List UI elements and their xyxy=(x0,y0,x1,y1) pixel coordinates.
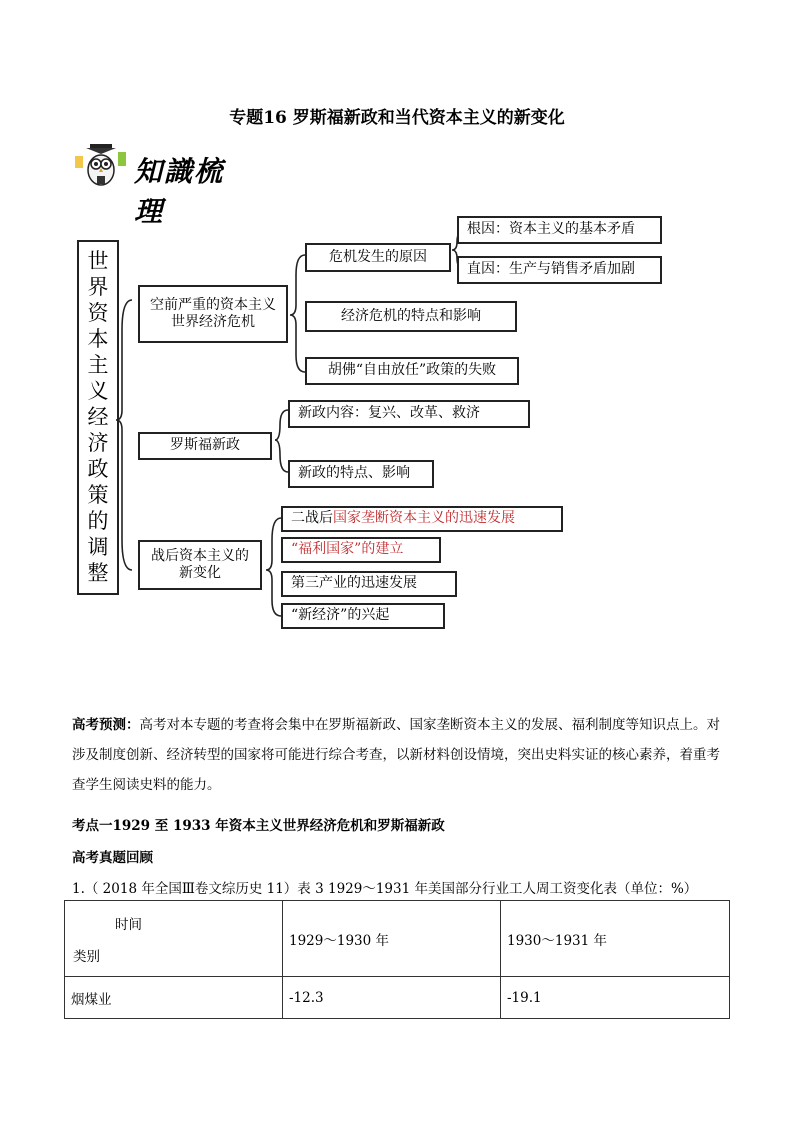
node-state-monopoly xyxy=(281,506,563,532)
root-char: 义 xyxy=(87,378,109,403)
root-char: 资 xyxy=(87,300,109,325)
root-char: 政 xyxy=(87,457,109,482)
root-char: 调 xyxy=(87,535,109,560)
root-char: 世 xyxy=(87,248,109,273)
question-stem: 1.（ 2018 年全国Ⅲ卷文综历史 11）表 3 1929～1931 年美国部分行业工人周工资变化表（单位：%） xyxy=(72,881,698,897)
root-char: 策 xyxy=(87,483,109,508)
row-value-1: -12.3 xyxy=(283,977,501,1019)
node-new-deal-content: 新政内容：复兴、改革、救济 xyxy=(288,400,530,428)
table-row xyxy=(65,977,730,1019)
branch-roosevelt-new-deal: 罗斯福新政 xyxy=(138,432,272,460)
section-heading: 考点一1929 至 1933 年资本主义世界经济危机和罗斯福新政 xyxy=(72,818,445,834)
node-crisis-cause: 危机发生的原因 xyxy=(305,243,451,272)
header-col1: 1929～1930 年 xyxy=(283,901,501,977)
root-char: 本 xyxy=(87,326,109,351)
wage-change-table xyxy=(64,900,730,1019)
page-title: 专题16 罗斯福新政和当代资本主义的新变化 xyxy=(229,108,565,128)
branch-postwar-changes: 战后资本主义的新变化 xyxy=(138,540,262,590)
node-state-monopoly-prefix: 二战后 xyxy=(291,510,333,527)
forecast-label: 高考预测： xyxy=(72,717,140,733)
root-char: 主 xyxy=(87,352,109,377)
table-corner-header xyxy=(65,901,283,977)
row-value-2: -19.1 xyxy=(501,977,730,1019)
node-hoover-policy: 胡佛“自由放任”政策的失败 xyxy=(305,357,519,385)
root-char: 济 xyxy=(87,430,109,455)
row-category: 烟煤业 xyxy=(65,977,283,1019)
header-time: 时间 xyxy=(115,917,142,933)
header-col2: 1930～1931 年 xyxy=(501,901,730,977)
forecast-text: 高考对本专题的考查将会集中在罗斯福新政、国家垄断资本主义的发展、福利制度等知识点上。对涉及制度创新、经济转型的国家将可能进行综合考查，以新材料创设情境，突出史料实证的核心素养，着重考查学生阅读史料的能力。 xyxy=(72,717,720,793)
forecast-paragraph xyxy=(72,710,732,800)
node-crisis-features: 经济危机的特点和影响 xyxy=(305,301,517,332)
subsection-heading: 高考真题回顾 xyxy=(72,850,153,866)
root-char: 的 xyxy=(87,509,109,534)
node-root-cause: 根因：资本主义的基本矛盾 xyxy=(457,216,662,244)
node-new-economy: “新经济”的兴起 xyxy=(281,603,445,629)
node-tertiary-industry: 第三产业的迅速发展 xyxy=(281,571,457,597)
banner-text: 知識梳理 xyxy=(134,155,225,228)
mindmap-root xyxy=(77,240,119,595)
node-state-monopoly-highlight: 国家垄断资本主义的迅速发展 xyxy=(333,510,515,527)
node-direct-cause: 直因：生产与销售矛盾加剧 xyxy=(457,256,662,284)
branch-economic-crisis: 空前严重的资本主义世界经济危机 xyxy=(138,285,288,343)
root-char: 整 xyxy=(87,561,109,586)
root-char: 经 xyxy=(87,404,109,429)
header-category: 类别 xyxy=(73,949,100,965)
node-welfare-state: “福利国家”的建立 xyxy=(281,537,441,563)
node-new-deal-traits: 新政的特点、影响 xyxy=(288,460,434,488)
root-char: 界 xyxy=(87,274,109,299)
